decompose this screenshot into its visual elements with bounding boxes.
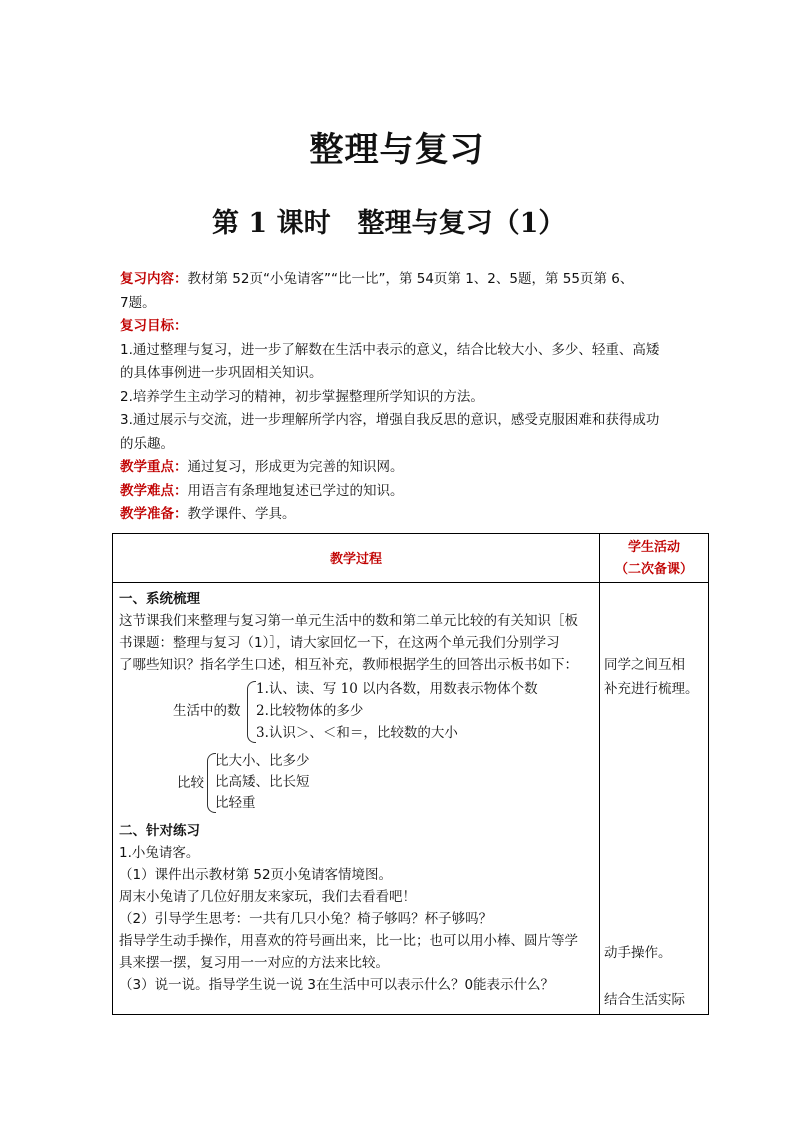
lesson-subtitle: 第 1 课时 整理与复习（1） xyxy=(212,208,566,239)
tree-label: 比较 xyxy=(177,775,204,791)
header-second-prep-label: （二次备课） xyxy=(614,562,693,577)
knowledge-tree-compare xyxy=(119,750,597,814)
goal-line: 的乐趣。 xyxy=(120,435,174,452)
process-line: （1）课件出示教材第 52页小兔请客情境图。 xyxy=(119,867,393,883)
process-line: 了哪些知识？指名学生口述，相互补充，教师根据学生的回答出示板书如下： xyxy=(119,657,578,673)
goal-line: 2.培养学生主动学习的精神，初步掌握整理所学知识的方法。 xyxy=(120,388,484,405)
tree-label: 生活中的数 xyxy=(173,703,241,719)
activity-note-line: 补充进行梳理。 xyxy=(604,681,699,697)
key-point-text: 通过复习，形成更为完善的知识网。 xyxy=(187,459,404,475)
lesson-table xyxy=(112,533,709,1015)
preparation-text: 教学课件、学具。 xyxy=(187,506,296,522)
column-divider xyxy=(599,534,600,1014)
difficulty-label: 教学难点： xyxy=(120,482,188,499)
review-goals-label: 复习目标： xyxy=(120,318,188,334)
page-title: 整理与复习 xyxy=(309,130,485,170)
process-line: 这节课我们来整理与复习第一单元生活中的数和第二单元比较的有关知识［板 xyxy=(119,613,578,629)
process-line: 周末小兔请了几位好朋友来家玩，我们去看看吧！ xyxy=(119,889,416,905)
brace-icon xyxy=(247,681,256,743)
activity-note-line: 同学之间互相 xyxy=(604,657,685,673)
key-point-label: 教学重点： xyxy=(120,459,188,475)
lesson-intro xyxy=(120,268,690,527)
process-cell xyxy=(119,588,597,996)
review-content-line xyxy=(120,268,690,292)
process-line: 1.小兔请客。 xyxy=(119,845,200,861)
process-line: （3）说一说。指导学生说一说 3在生活中可以表示什么？0能表示什么？ xyxy=(119,977,555,993)
process-line: （2）引导学生思考：一共有几只小兔？椅子够吗？杯子够吗？ xyxy=(119,911,493,927)
key-point-line xyxy=(120,456,690,480)
goal-line: 的具体事例进一步巩固相关知识。 xyxy=(120,365,323,381)
difficulty-line xyxy=(120,480,690,504)
tree-item: 比高矮、比长短 xyxy=(215,774,310,790)
knowledge-tree-numbers xyxy=(119,678,597,748)
header-student-activity xyxy=(600,537,708,581)
review-content-line-2: 7题。 xyxy=(120,294,156,311)
section-title: 一、系统梳理 xyxy=(119,591,200,607)
header-divider xyxy=(113,582,708,583)
process-line: 具来摆一摆，复习用一一对应的方法来比较。 xyxy=(119,955,389,971)
tree-item: 3.认识＞、＜和＝，比较数的大小 xyxy=(256,725,458,741)
process-line: 指导学生动手操作，用喜欢的符号画出来，比一比；也可以用小棒、圆片等学 xyxy=(119,933,578,949)
review-content-label: 复习内容： xyxy=(120,271,188,287)
preparation-label: 教学准备： xyxy=(120,506,188,522)
difficulty-text: 用语言有条理地复述已学过的知识。 xyxy=(187,482,404,499)
header-teaching-process: 教学过程 xyxy=(329,552,382,567)
goal-line: 1.通过整理与复习，进一步了解数在生活中表示的意义，结合比较大小、多少、轻重、高矮 xyxy=(120,341,660,358)
review-content-text: 教材第 52页“小兔请客”“比一比”，第 54页第 1、2、5题，第 55页第 6、 xyxy=(187,271,634,287)
tree-item: 1.认、读、写 10 以内各数，用数表示物体个数 xyxy=(256,681,538,697)
process-line: 书课题：整理与复习（1）］，请大家回忆一下，在这两个单元我们分别学习 xyxy=(119,635,560,651)
activity-note: 动手操作。 xyxy=(604,945,672,961)
tree-item: 比大小、比多少 xyxy=(215,753,310,769)
section-title: 二、针对练习 xyxy=(119,823,200,839)
tree-item: 2.比较物体的多少 xyxy=(256,703,364,719)
header-student-activity-label: 学生活动 xyxy=(627,540,680,555)
goal-line: 3.通过展示与交流，进一步理解所学内容，增强自我反思的意识，感受克服困难和获得成功 xyxy=(120,412,660,428)
activity-note xyxy=(604,653,699,701)
activity-note: 结合生活实际 xyxy=(604,992,685,1008)
preparation-line xyxy=(120,503,690,527)
tree-item: 比轻重 xyxy=(215,795,256,811)
